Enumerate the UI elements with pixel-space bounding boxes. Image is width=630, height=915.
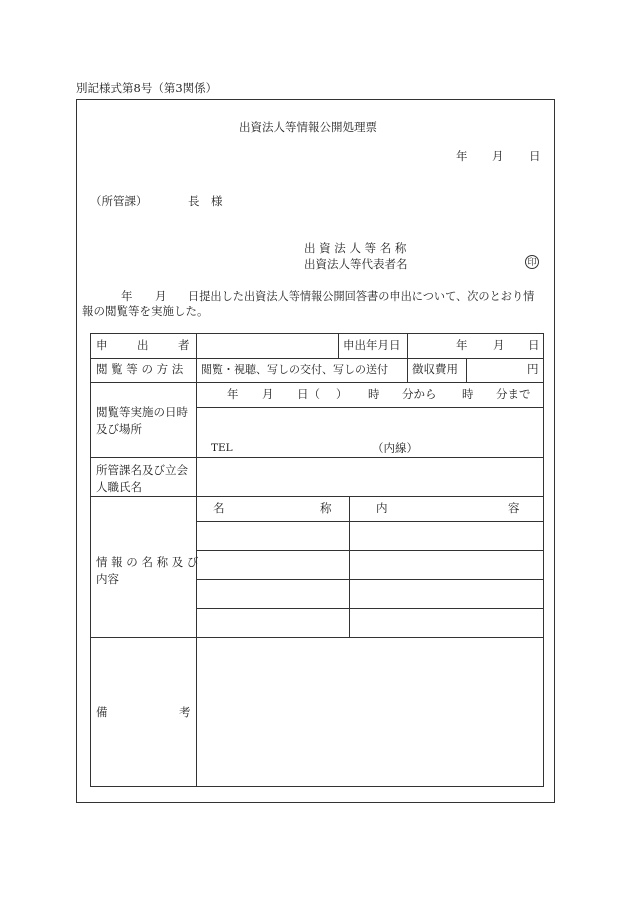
info-header-content-char1: 内 xyxy=(376,501,388,515)
date-year: 年 xyxy=(456,149,468,163)
applied-date-year: 年 xyxy=(456,338,468,352)
form-frame xyxy=(76,99,555,803)
remarks-label-char1: 備 xyxy=(96,705,108,719)
applicant-label-char2: 出 xyxy=(137,338,149,352)
body-month: 月 xyxy=(155,289,167,303)
body-text-line2: 報の閲覧等を実施した。 xyxy=(82,304,209,318)
schedule-from: 分から xyxy=(402,387,437,401)
addressee-chief: 長 xyxy=(188,194,200,208)
fee-unit: 円 xyxy=(527,362,539,376)
schedule-day: 日（ xyxy=(297,387,320,401)
attendee-label: 所管課名及び立会 人職氏名 xyxy=(96,463,188,494)
addressee-section: （所管課） xyxy=(90,194,148,208)
applied-date-day: 日 xyxy=(528,338,540,352)
extension-label: （内線） xyxy=(372,441,418,455)
schedule-until: 分まで xyxy=(496,387,531,401)
schedule-year: 年 xyxy=(227,387,239,401)
schedule-hour2: 時 xyxy=(462,387,474,401)
applied-date-month: 月 xyxy=(493,338,505,352)
date-day: 日 xyxy=(529,149,541,163)
method-value: 閲覧・視聴、写しの交付、写しの送付 xyxy=(201,363,388,376)
form-number-label: 別記様式第8号（第3関係） xyxy=(76,81,218,95)
schedule-hour1: 時 xyxy=(368,387,380,401)
date-month: 月 xyxy=(492,149,504,163)
applicant-label-char1: 申 xyxy=(96,338,108,352)
representative-label: 出資法人等代表者名 xyxy=(304,257,408,271)
corporation-name-label: 出 資 法 人 等 名 称 xyxy=(304,241,407,255)
seal-mark: 印 xyxy=(525,255,539,269)
info-label: 情 報 の 名 称 及 び 内容 xyxy=(96,555,199,586)
info-header-content-char2: 容 xyxy=(508,501,520,515)
info-header-name-char2: 称 xyxy=(320,501,332,515)
applied-date-label: 申出年月日 xyxy=(343,338,401,352)
schedule-month: 月 xyxy=(262,387,274,401)
fee-label: 徴収費用 xyxy=(412,362,458,376)
applicant-label-char3: 者 xyxy=(178,338,190,352)
method-label: 閲 覧 等 の 方 法 xyxy=(96,362,184,376)
info-header-name-char1: 名 xyxy=(213,501,225,515)
form-title: 出資法人等情報公開処理票 xyxy=(239,120,377,134)
body-text-line1: 日提出した出資法人等情報公開回答書の申出について、次のとおり情 xyxy=(188,290,535,303)
addressee-honorific: 様 xyxy=(211,194,223,208)
schedule-label: 閲覧等実施の日時 及び場所 xyxy=(96,405,188,436)
remarks-label-char2: 考 xyxy=(179,705,191,719)
schedule-paren-close: ） xyxy=(336,387,348,401)
tel-label: TEL xyxy=(211,442,233,454)
body-year: 年 xyxy=(121,289,133,303)
